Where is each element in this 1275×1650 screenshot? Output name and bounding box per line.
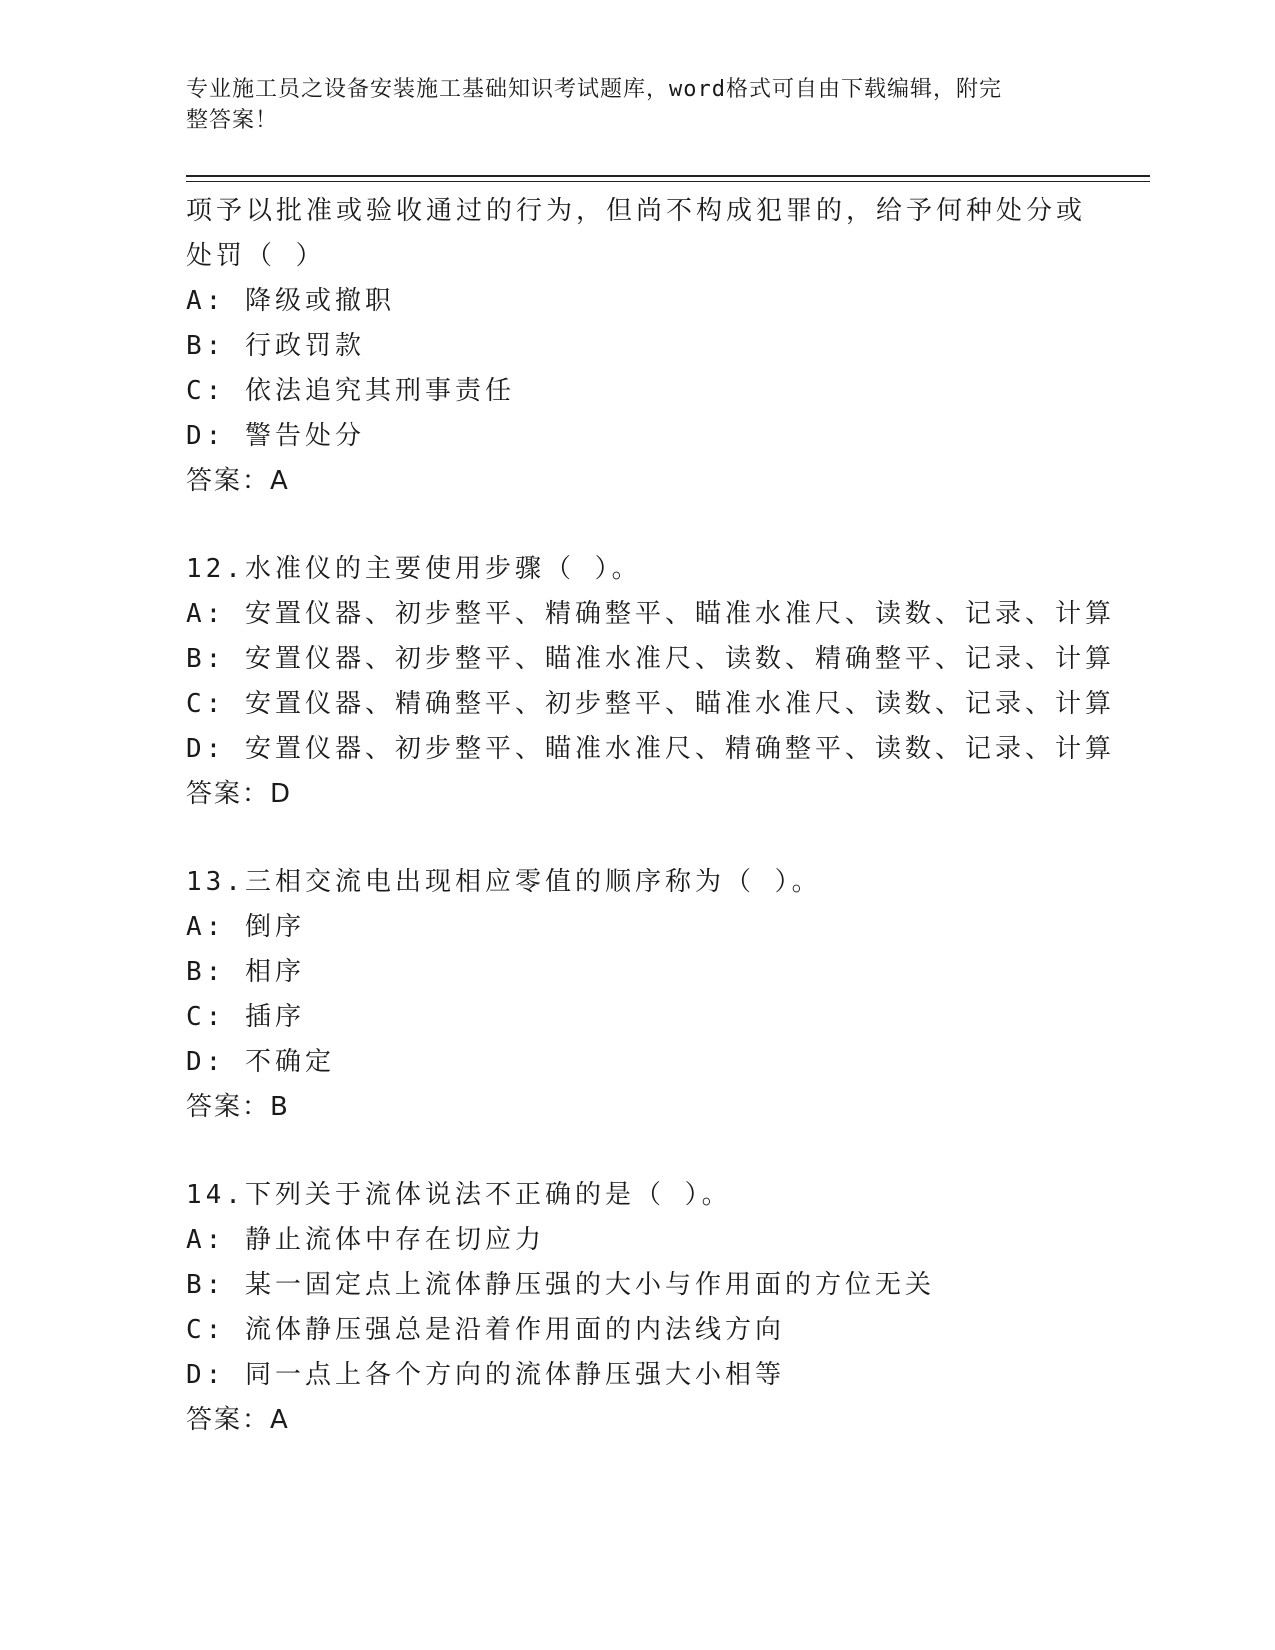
option-a: A: 静止流体中存在切应力 <box>186 1225 545 1255</box>
question-stem: 12.水准仪的主要使用步骤（ ）。 <box>186 554 642 584</box>
option-c: C: 插序 <box>186 1002 305 1032</box>
question-spacer <box>186 817 1136 860</box>
question-list <box>186 189 1136 1443</box>
question-stem: 13.三相交流电出现相应零值的顺序称为（ ）。 <box>186 867 822 897</box>
option-a: A: 安置仪器、初步整平、精确整平、瞄准水准尺、读数、记录、计算 <box>186 599 1115 629</box>
answer-line: 答案：B <box>186 1092 290 1122</box>
question-11 <box>186 189 1136 504</box>
document-header <box>186 74 1066 136</box>
question-spacer <box>186 504 1136 547</box>
option-d: D: 同一点上各个方向的流体静压强大小相等 <box>186 1360 785 1390</box>
question-spacer <box>186 1130 1136 1173</box>
answer-line: 答案：D <box>186 779 293 809</box>
option-d: D: 不确定 <box>186 1047 335 1077</box>
option-c: C: 流体静压强总是沿着作用面的内法线方向 <box>186 1315 785 1345</box>
option-a: A: 倒序 <box>186 912 305 942</box>
option-a: A: 降级或撤职 <box>186 286 395 316</box>
header-line-1: 专业施工员之设备安装施工基础知识考试题库，word格式可自由下载编辑，附完 <box>186 77 1002 102</box>
question-12 <box>186 547 1136 817</box>
option-c: C: 依法追究其刑事责任 <box>186 376 515 406</box>
question-stem: 处罚（ ） <box>186 241 326 271</box>
option-b: B: 行政罚款 <box>186 331 365 361</box>
option-b: B: 某一固定点上流体静压强的大小与作用面的方位无关 <box>186 1270 935 1300</box>
question-14 <box>186 1173 1136 1443</box>
answer-line: 答案：A <box>186 466 290 496</box>
option-b: B: 相序 <box>186 957 305 987</box>
header-line-2: 整答案！ <box>186 108 279 133</box>
header-divider-thin <box>186 181 1150 182</box>
option-c: C: 安置仪器、精确整平、初步整平、瞄准水准尺、读数、记录、计算 <box>186 689 1115 719</box>
option-d: D: 安置仪器、初步整平、瞄准水准尺、精确整平、读数、记录、计算 <box>186 734 1115 764</box>
header-divider-thick <box>186 175 1150 177</box>
question-13 <box>186 860 1136 1130</box>
option-d: D: 警告处分 <box>186 421 365 451</box>
question-stem: 14.下列关于流体说法不正确的是（ ）。 <box>186 1180 732 1210</box>
question-stem: 项予以批准或验收通过的行为，但尚不构成犯罪的，给予何种处分或 <box>186 196 1087 226</box>
answer-line: 答案：A <box>186 1405 290 1435</box>
option-b: B: 安置仪器、初步整平、瞄准水准尺、读数、精确整平、记录、计算 <box>186 644 1115 674</box>
